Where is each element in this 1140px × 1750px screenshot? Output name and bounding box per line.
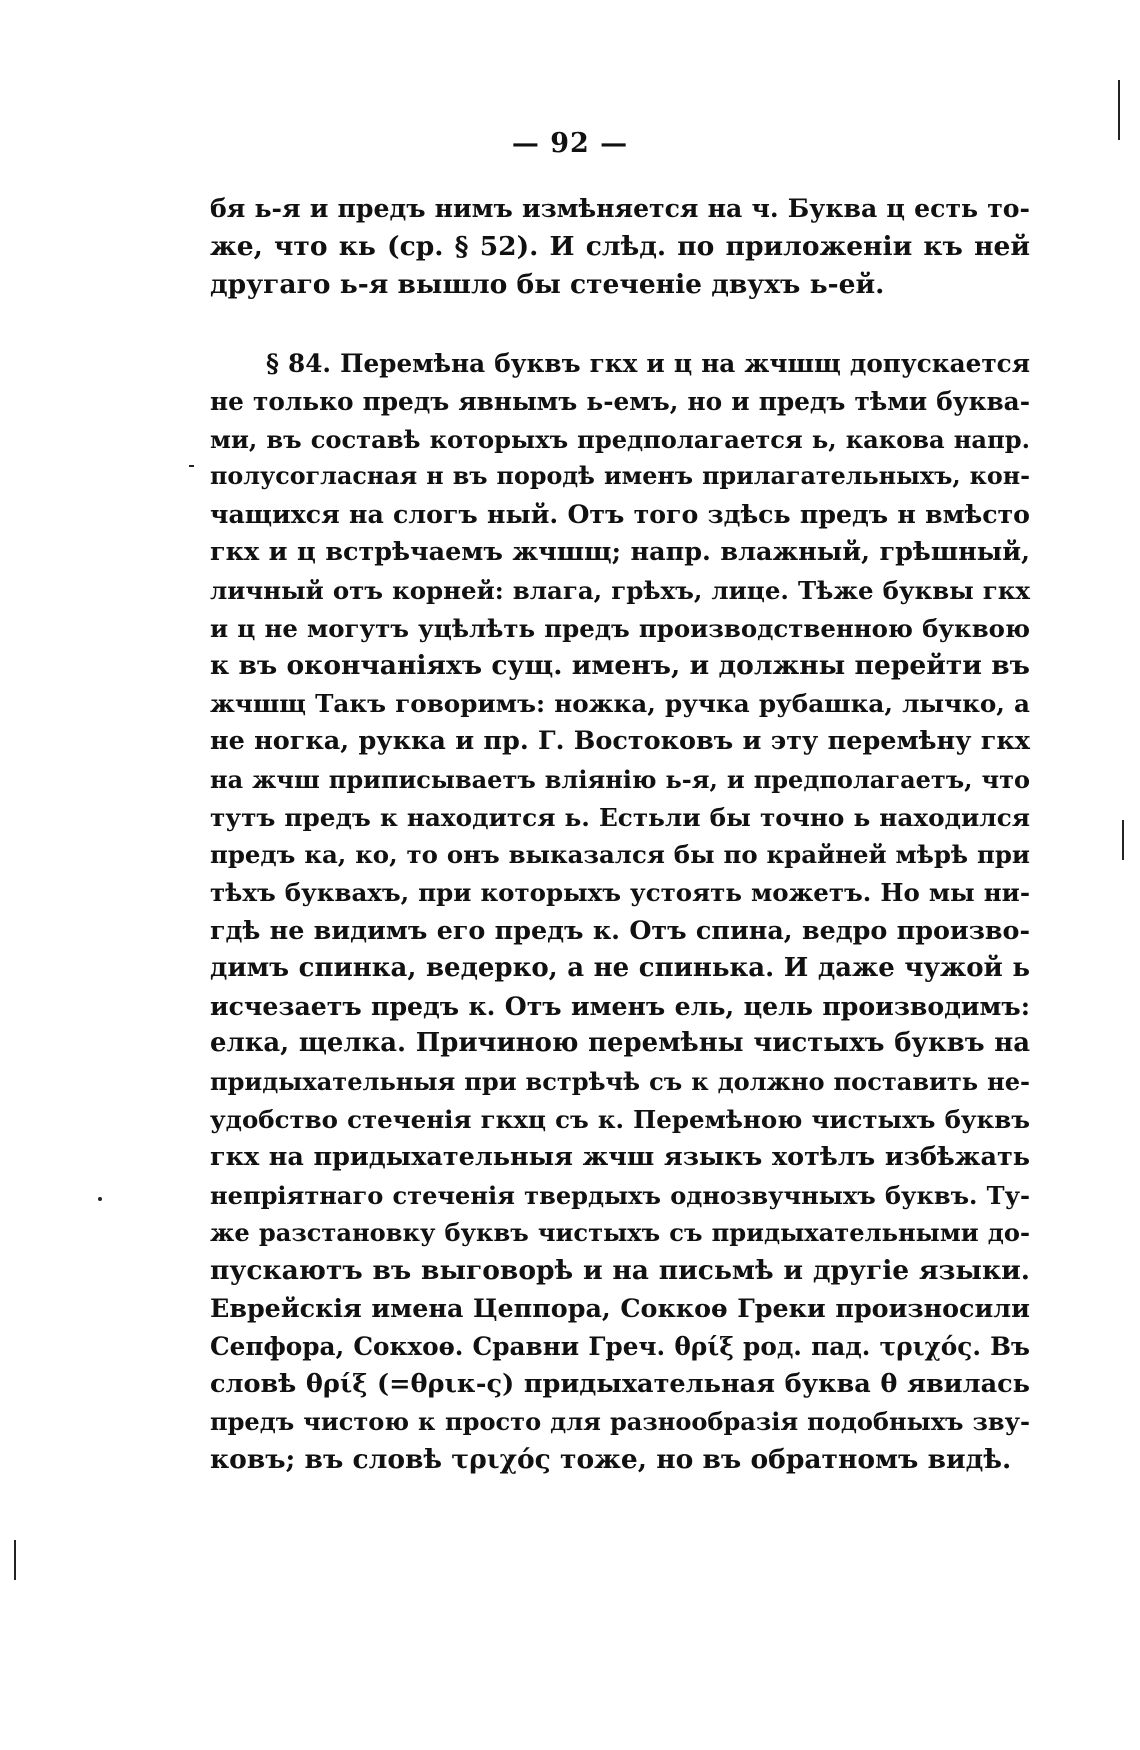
scan-dot-mark <box>189 465 194 467</box>
scan-edge-mark <box>14 1540 16 1580</box>
paragraph-continuation <box>210 190 1030 303</box>
text-line: полусогласная н въ породѣ именъ прилагательныхъ, кон- <box>210 462 1030 491</box>
text-line: на жчш приписываетъ влiянiю ь-я, и предполагаетъ, что <box>210 764 1030 794</box>
text-line: предъ ка, ко, то онъ выказался бы по крайней мѣрѣ при <box>210 840 1030 870</box>
text-line: исчезаетъ предъ к. Отъ именъ ель, цель производимъ: <box>210 990 1030 1021</box>
scan-edge-mark <box>1118 80 1120 140</box>
text-line: тѣхъ буквахъ, при которыхъ устоять можетъ. Но мы ни- <box>210 878 1030 908</box>
text-line: не только предъ явнымъ ь-емъ, но и предъ тѣми буква- <box>210 386 1030 416</box>
text-line: ковъ; въ словѣ τριχός тоже, но въ обратномъ видѣ. <box>210 1444 1012 1476</box>
text-line: не ногка, рукка и пр. Г. Востоковъ и эту перемѣну гкх <box>210 725 1030 756</box>
paragraph-section-84 <box>210 345 1030 1479</box>
text-line: пускаютъ въ выговорѣ и на письмѣ и другiе языки. <box>210 1255 1030 1287</box>
text-line: жчшщ Такъ говоримъ: ножка, ручка рубашка, лычко, а <box>210 689 1030 719</box>
text-line: бя ь-я и предъ нимъ измѣняется на ч. Буква ц есть то- <box>210 193 1030 223</box>
text-line: словѣ θρίξ (=θρικ-ς) придыхательная буква θ явилась <box>210 1368 1030 1399</box>
text-line: другаго ь-я вышло бы стеченiе двухъ ь-ей. <box>210 268 885 300</box>
text-line: удобство стеченiя гкхц съ к. Перемѣною чистыхъ буквъ <box>210 1104 1030 1134</box>
text-line: Еврейскiя имена Цеппора, Соккоѳ Греки произносили <box>210 1292 1030 1323</box>
text-line: личный отъ корней: влага, грѣхъ, лице. Тѣже буквы гкх <box>210 575 1030 605</box>
text-line: гдѣ не видимъ его предъ к. Отъ спина, ведро произво- <box>210 914 1030 945</box>
text-line: и ц не могутъ уцѣлѣть предъ производственною буквою <box>210 613 1030 643</box>
text-line: елка, щелка. Причиною перемѣны чистыхъ буквъ на <box>210 1028 1030 1059</box>
text-line: же разстановку буквъ чистыхъ съ придыхательными до- <box>210 1218 1030 1248</box>
page-number: — 92 — <box>511 128 629 159</box>
text-line: Сепфора, Сокхоѳ. Сравни Греч. θρίξ род. пад. τριχός. Въ <box>210 1331 1030 1361</box>
text-line: гкх на придыхательныя жчш языкъ хотѣлъ избѣжать <box>210 1141 1030 1172</box>
scan-dot-mark <box>98 1197 102 1201</box>
text-line: непрiятнаго стеченiя твердыхъ однозвучныхъ буквъ. Ту- <box>210 1180 1030 1210</box>
text-line: димъ спинка, ведерко, а не спинька. И даже чужой ь <box>210 952 1030 983</box>
text-line: к въ окончанiяхъ сущ. именъ, и должны перейти въ <box>210 650 1030 682</box>
text-line: тутъ предъ к находится ь. Естьли бы точно ь находился <box>210 802 1030 832</box>
text-line: гкх и ц встрѣчаемъ жчшщ; напр. влажный, грѣшный, <box>210 536 1030 567</box>
text-line: ми, въ составѣ которыхъ предполагается ь, какова напр. <box>210 424 1030 454</box>
text-line: предъ чистою κ просто для разнообразiя подобныхъ зву- <box>210 1407 1030 1437</box>
text-line: же, что кь (ср. § 52). И слѣд. по приложенiи къ ней <box>210 230 1030 262</box>
text-line: придыхательныя при встрѣчѣ съ к должно поставить не- <box>210 1067 1030 1097</box>
text-line: чащихся на слогъ ный. Отъ того здѣсь предъ н вмѣсто <box>210 499 1030 530</box>
scan-edge-mark <box>1122 820 1124 860</box>
text-line: § 84. Перемѣна буквъ гкх и ц на жчшщ допускается <box>266 349 1030 378</box>
